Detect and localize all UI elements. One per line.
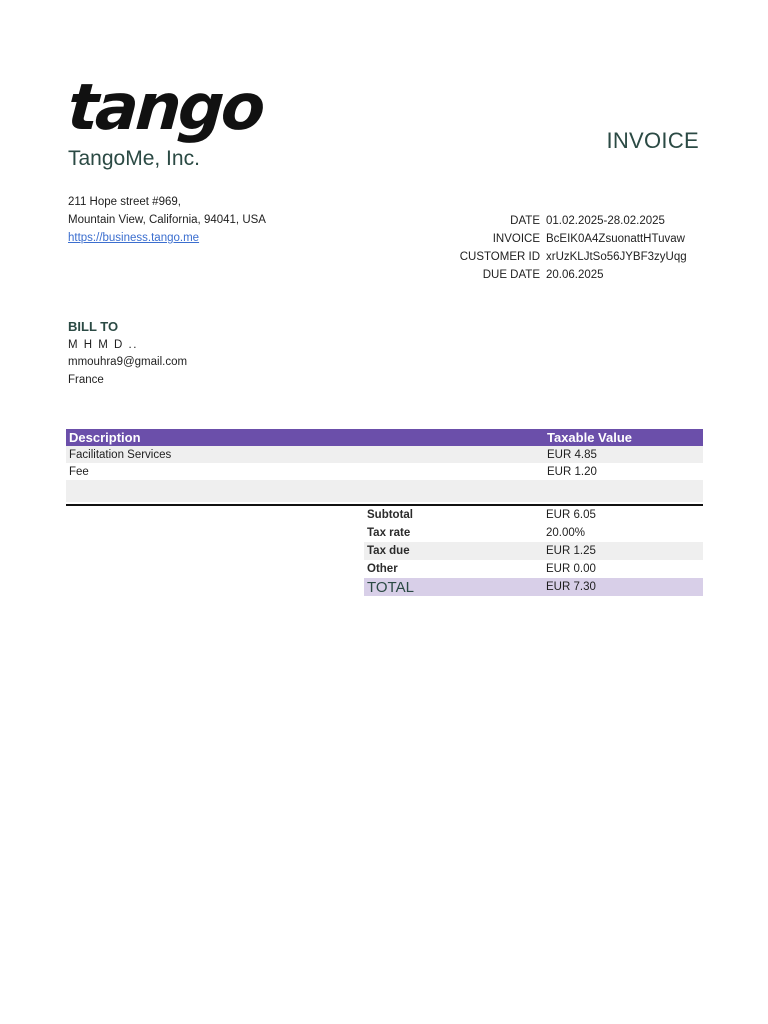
invoice-meta <box>400 212 710 284</box>
meta-label: DATE <box>510 215 540 227</box>
summary-value: EUR 0.00 <box>546 563 596 575</box>
summary-label: Tax due <box>367 545 410 557</box>
address-line-1: 211 Hope street #969, <box>68 196 181 208</box>
table-row <box>66 463 703 480</box>
total-label: TOTAL <box>367 578 414 596</box>
summary-row-tax-due <box>364 542 703 560</box>
items-table <box>66 429 703 502</box>
total-value: EUR 7.30 <box>546 581 596 593</box>
bill-to-country: France <box>68 374 104 386</box>
table-row <box>66 446 703 463</box>
meta-value: xrUzKLJtSo56JYBF3zyUqg <box>546 251 687 263</box>
meta-row-date <box>400 212 710 230</box>
meta-value: 01.02.2025-28.02.2025 <box>546 215 665 227</box>
meta-value: 20.06.2025 <box>546 269 604 281</box>
company-name: TangoMe, Inc. <box>68 147 200 170</box>
meta-row-invoice <box>400 230 710 248</box>
summary-label: Tax rate <box>367 527 411 539</box>
document-title: INVOICE <box>606 128 699 153</box>
tango-logo: tango <box>65 71 265 145</box>
website-link[interactable]: https://business.tango.me <box>68 232 200 244</box>
item-description: Fee <box>69 465 89 478</box>
item-value: EUR 1.20 <box>547 465 597 478</box>
meta-row-due-date <box>400 266 710 284</box>
bill-to-heading: BILL TO <box>68 319 119 334</box>
address-line-2: Mountain View, California, 94041, USA <box>68 214 266 226</box>
summary-label: Subtotal <box>367 509 413 521</box>
item-value: EUR 4.85 <box>547 448 597 461</box>
summary-row-subtotal <box>364 506 703 524</box>
meta-label: DUE DATE <box>482 269 540 281</box>
column-header-taxable-value: Taxable Value <box>547 430 633 445</box>
summary-table <box>364 506 703 596</box>
meta-label: INVOICE <box>492 233 540 245</box>
summary-label: Other <box>367 563 398 575</box>
summary-value: EUR 6.05 <box>546 509 596 521</box>
meta-value: BcEIK0A4ZsuonattHTuvaw <box>546 233 685 245</box>
item-description: Facilitation Services <box>69 448 172 461</box>
empty-table-row <box>66 480 703 502</box>
summary-row-total <box>364 578 703 596</box>
meta-label: CUSTOMER ID <box>459 251 540 263</box>
bill-to-name: M H M D .. <box>68 339 138 351</box>
summary-value: 20.00% <box>546 527 586 539</box>
summary-row-tax-rate <box>364 524 703 542</box>
summary-value: EUR 1.25 <box>546 545 596 557</box>
items-header-row <box>66 429 703 446</box>
bill-to-email: mmouhra9@gmail.com <box>68 356 188 368</box>
summary-row-other <box>364 560 703 578</box>
meta-row-customer-id <box>400 248 710 266</box>
column-header-description: Description <box>69 430 141 445</box>
